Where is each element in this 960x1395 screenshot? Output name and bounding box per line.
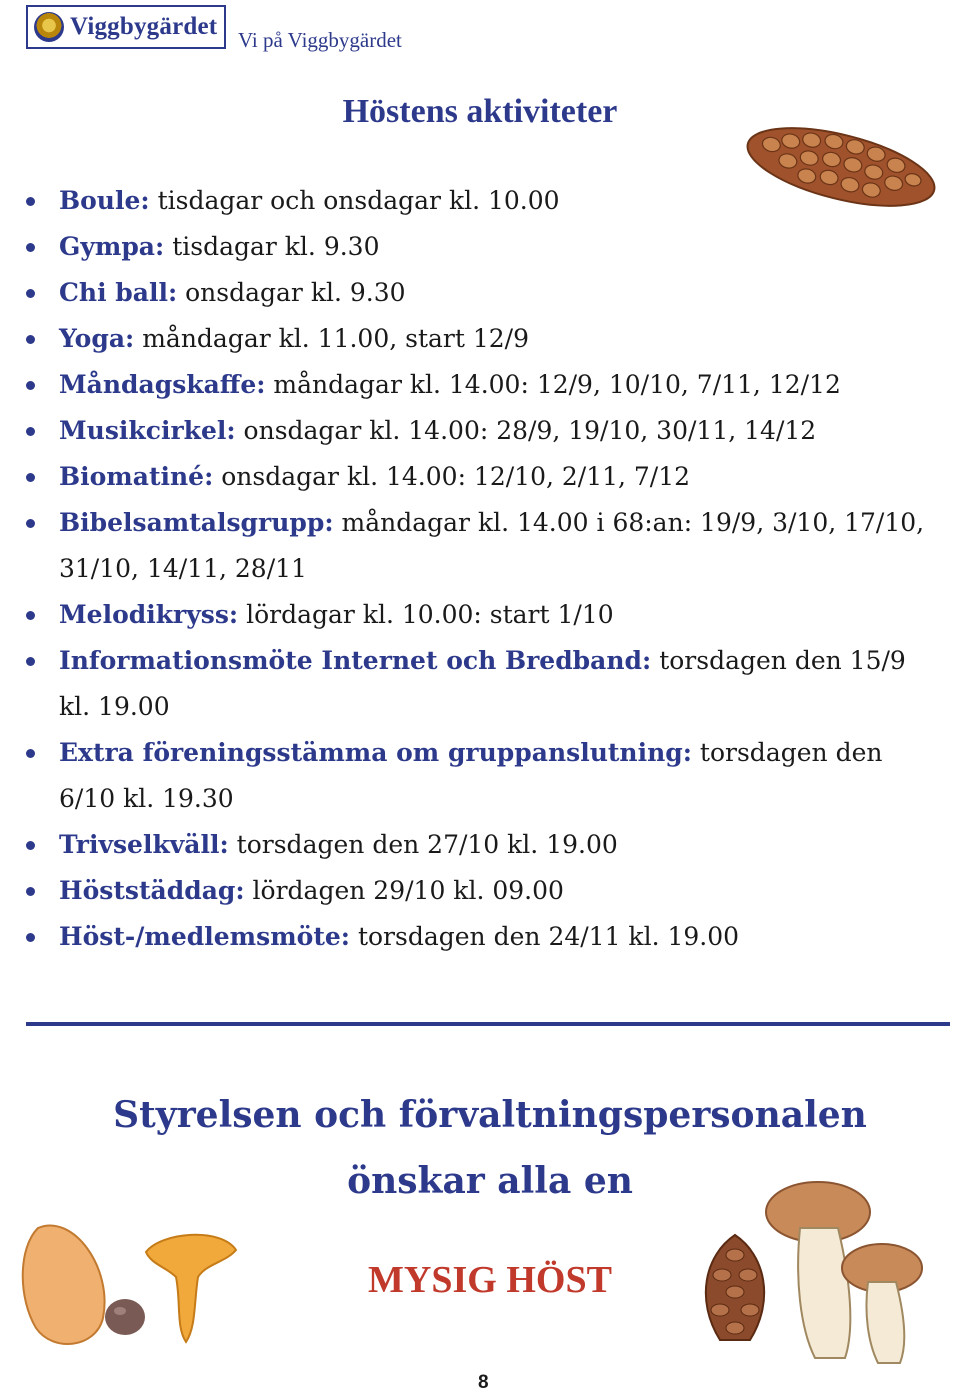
bullet-icon xyxy=(26,519,35,528)
greeting-highlight: MYSIG HÖST xyxy=(368,1259,612,1301)
list-item: Måndagskaffe: måndagar kl. 14.00: 12/9, 10/10, 7/11, 12/12 xyxy=(26,362,936,408)
bullet-icon xyxy=(26,933,35,942)
bullet-icon xyxy=(26,427,35,436)
list-item: Trivselkväll: torsdagen den 27/10 kl. 19.00 xyxy=(26,822,936,868)
list-item: Extra föreningsstämma om gruppanslutning: torsdagen den 6/10 kl. 19.30 xyxy=(26,730,936,822)
list-item: Informationsmöte Internet och Bredband: torsdagen den 15/9 kl. 19.00 xyxy=(26,638,936,730)
list-item: Melodikryss: lördagar kl. 10.00: start 1/10 xyxy=(26,592,936,638)
bullet-icon xyxy=(26,289,35,298)
bullet-icon xyxy=(26,749,35,758)
list-item: Chi ball: onsdagar kl. 9.30 xyxy=(26,270,936,316)
bullet-icon xyxy=(26,611,35,620)
page-title: Höstens aktiviteter xyxy=(342,93,618,130)
bullet-icon xyxy=(26,243,35,252)
list-item: Bibelsamtalsgrupp: måndagar kl. 14.00 i 68:an: 19/9, 3/10, 17/10, 31/10, 14/11, 28/11 xyxy=(26,500,936,592)
logo-text: Viggbygärdet xyxy=(70,13,218,40)
chanterelle-illustration xyxy=(136,1222,246,1352)
header-caption: Vi på Viggbygärdet xyxy=(238,28,402,52)
list-item: Yoga: måndagar kl. 11.00, start 12/9 xyxy=(26,316,936,362)
divider xyxy=(26,1022,950,1026)
mushroom-illustration xyxy=(760,1168,930,1368)
list-item: Höst-/medlemsmöte: torsdagen den 24/11 kl. 19.00 xyxy=(26,914,936,960)
list-item: Boule: tisdagar och onsdagar kl. 10.00 xyxy=(26,178,936,224)
greeting-line-2: önskar alla en xyxy=(347,1160,633,1202)
bullet-icon xyxy=(26,841,35,850)
logo xyxy=(26,5,226,49)
list-item: Musikcirkel: onsdagar kl. 14.00: 28/9, 19/10, 30/11, 14/12 xyxy=(26,408,936,454)
bullet-icon xyxy=(26,887,35,896)
page-number: 8 xyxy=(478,1372,489,1393)
list-item: Gympa: tisdagar kl. 9.30 xyxy=(26,224,936,270)
bullet-icon xyxy=(26,197,35,206)
bullet-icon xyxy=(26,335,35,344)
bullet-icon xyxy=(26,381,35,390)
list-item: Biomatiné: onsdagar kl. 14.00: 12/10, 2/11, 7/12 xyxy=(26,454,936,500)
bullet-icon xyxy=(26,657,35,666)
list-item: Höststäddag: lördagen 29/10 kl. 09.00 xyxy=(26,868,936,914)
greeting-line-1: Styrelsen och förvaltningspersonalen xyxy=(113,1094,867,1136)
bullet-icon xyxy=(26,473,35,482)
seal-icon xyxy=(34,12,64,42)
activities-list xyxy=(26,178,936,960)
